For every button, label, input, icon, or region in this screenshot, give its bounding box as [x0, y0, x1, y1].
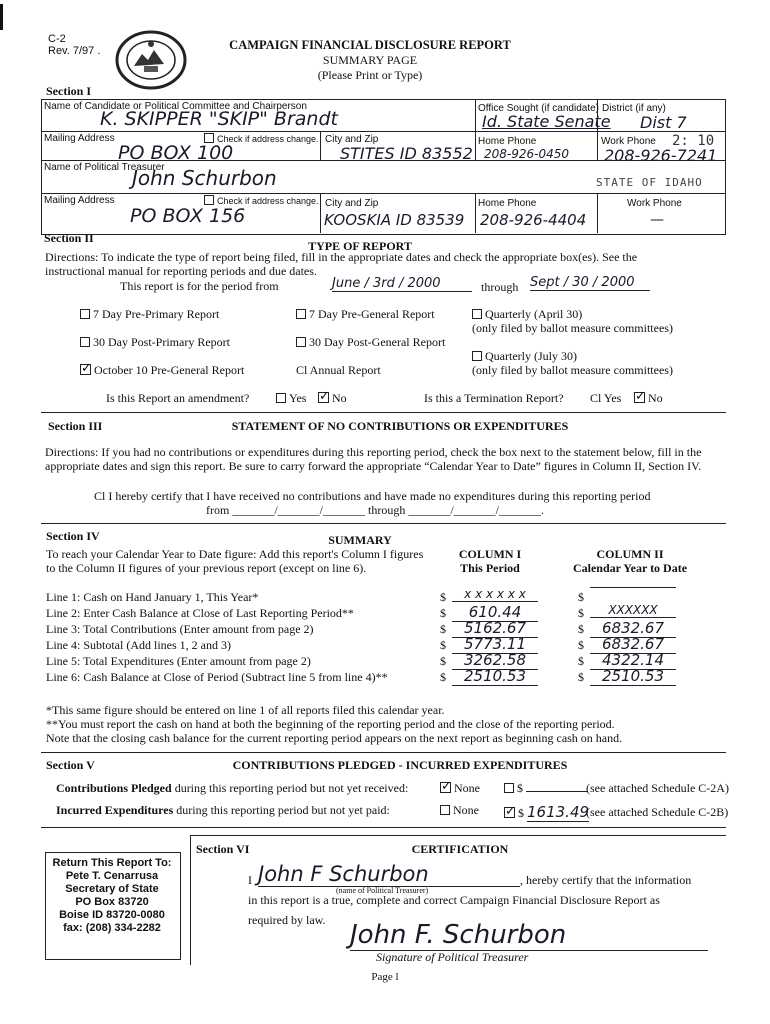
treasurer-field[interactable]: John Schurbon	[132, 166, 277, 190]
column1-value[interactable]: 5162.67	[452, 619, 538, 638]
report-instruction: (Please Print or Type)	[317, 68, 423, 82]
schedule-c2b: (see attached Schedule C-2B)	[586, 805, 729, 819]
treasurer-address-change-label: Check if address change.	[217, 196, 319, 206]
summary-line-label: Line 4: Subtotal (Add lines 1, 2 and 3)	[46, 638, 231, 652]
pledged-desc: during this reporting period but not yet received:	[174, 781, 409, 795]
option-30day-postprimary[interactable]	[80, 335, 230, 350]
section3-title: STATEMENT OF NO CONTRIBUTIONS OR EXPENDITURES	[231, 419, 569, 433]
column1-dollar: $	[440, 622, 446, 636]
column2-dollar: $	[578, 654, 584, 668]
option-quarterly-april-label: Quarterly (April 30)	[485, 307, 583, 321]
column2-value[interactable]: 2510.53	[590, 667, 676, 686]
treasurer-work-phone-label: Work Phone	[627, 198, 682, 209]
option-annual[interactable]: Cl Annual Report	[296, 363, 381, 377]
column2-dollar: $	[578, 638, 584, 652]
city-field[interactable]: STITES ID 83552	[340, 144, 473, 163]
return-address	[45, 857, 179, 935]
incurred-label: Incurred Expenditures	[56, 803, 174, 817]
state-seal	[114, 30, 188, 90]
column2-value[interactable]: 4322.14	[590, 651, 676, 670]
option-7day-preprimary[interactable]	[80, 307, 219, 322]
candidate-field[interactable]: K. SKIPPER "SKIP" Brandt	[100, 108, 338, 130]
amendment-no[interactable]	[318, 391, 347, 406]
treasurer-name-caption: (name of Political Treasurer)	[336, 886, 429, 895]
pledged-amount-field[interactable]	[526, 791, 588, 792]
office-label: Office Sought (if candidate)	[478, 103, 599, 114]
period-prefix: This report is for the period from	[120, 279, 279, 293]
termination-yes[interactable]: Cl Yes	[590, 391, 622, 405]
option-quarterly-july-label: Quarterly (July 30)	[485, 349, 577, 363]
office-field[interactable]: Id. State Senate	[482, 112, 611, 131]
report-title: CAMPAIGN FINANCIAL DISCLOSURE REPORT	[229, 38, 511, 52]
column2-value[interactable]	[590, 587, 676, 588]
treasurer-home-phone-label: Home Phone	[478, 198, 537, 209]
form-code: C-2	[48, 33, 66, 45]
signature-caption: Signature of Political Treasurer	[376, 950, 529, 964]
candidate-label: Name of Candidate or Political Committee and Chairperson	[44, 101, 307, 112]
period-through-label: through	[481, 280, 519, 294]
column1-dollar: $	[440, 606, 446, 620]
column1-value[interactable]: 2510.53	[452, 667, 538, 686]
treasurer-mailing-field[interactable]: PO BOX 156	[130, 205, 246, 227]
amendment-yes-label: Yes	[289, 391, 307, 405]
state-stamp: STATE OF IDAHO	[596, 176, 703, 189]
column2-dollar: $	[578, 590, 584, 604]
column1-title: COLUMN I	[458, 547, 522, 561]
treasurer-city-field[interactable]: KOOSKIA ID 83539	[324, 211, 465, 229]
summary-line-label: Line 5: Total Expenditures (Enter amount from page 2)	[46, 654, 311, 668]
incurred-none-checkbox[interactable]	[440, 803, 479, 818]
summary-line-label: Line 2: Enter Cash Balance at Close of Last Reporting Period**	[46, 606, 354, 620]
certify-rest: , hereby certify that the information	[520, 873, 692, 887]
summary-line-label: Line 3: Total Contributions (Enter amount from page 2)	[46, 622, 314, 636]
district-label: District (if any)	[602, 103, 666, 114]
section2-title: TYPE OF REPORT	[308, 239, 412, 253]
column2-title: COLUMN II	[596, 547, 664, 561]
pledged-row	[56, 781, 408, 796]
amendment-question: Is this Report an amendment?	[106, 391, 250, 405]
return-line-6: fax: (208) 334-2282	[63, 922, 161, 934]
section1-heading: Section I	[46, 84, 91, 98]
amendment-no-label: No	[332, 391, 347, 405]
section4-instructions: To reach your Calendar Year to Date figure: Add this report's Column I figures to the Column II figures of your previous report (except on line 6).	[46, 547, 424, 575]
column2-dollar: $	[578, 670, 584, 684]
return-line-3: Secretary of State	[65, 883, 159, 895]
footnote-3: Note that the closing cash balance for the current reporting period appears on the next report as beginning cash on hand.	[46, 731, 623, 745]
home-phone-label: Home Phone	[478, 136, 537, 147]
incurred-row	[56, 803, 390, 818]
period-through-field[interactable]: Sept / 30 / 2000	[530, 275, 650, 291]
amendment-yes[interactable]	[276, 391, 306, 406]
column2-value[interactable]: 6832.67	[590, 619, 676, 638]
city-label: City and Zip	[325, 134, 379, 145]
no-activity-dates: from _______/_______/_______ through _______/_______/_______.	[206, 503, 544, 517]
option-30day-postgeneral-label: 30 Day Post-General Report	[309, 335, 446, 349]
termination-no-label: No	[648, 391, 663, 405]
footnote-1: *This same figure should be entered on line 1 of all reports filed this calendar year.	[46, 703, 445, 717]
treasurer-label: Name of Political Treasurer	[44, 162, 165, 173]
form-revision: Rev. 7/97 .	[48, 45, 101, 57]
treasurer-mailing-label: Mailing Address	[44, 195, 115, 206]
option-7day-pregeneral[interactable]	[296, 307, 435, 322]
section6-title: CERTIFICATION	[411, 842, 509, 856]
return-line-2: Pete T. Cenarrusa	[65, 870, 159, 882]
termination-no[interactable]	[634, 391, 663, 406]
column1-subtitle: This Period	[460, 561, 520, 575]
summary-line-label: Line 1: Cash on Hand January 1, This Year*	[46, 590, 259, 604]
page-number: Page l	[371, 971, 399, 983]
section2-directions: Directions: To indicate the type of report being filed, fill in the appropriate dates and check the appropriate box(es). See the instructional manual for reporting periods and due dates.	[45, 250, 638, 278]
section6-heading: Section VI	[196, 842, 250, 856]
option-30day-postprimary-label: 30 Day Post-Primary Report	[93, 335, 230, 349]
mailing-label: Mailing Address	[44, 133, 115, 144]
section4-heading: Section IV	[46, 529, 100, 543]
treasurer-city-label: City and Zip	[325, 198, 379, 209]
incurred-none-label: None	[453, 803, 479, 817]
no-activity-certify[interactable]: Cl I hereby certify that I have received no contributions and have made no expenditures during this reporting period	[94, 489, 651, 503]
signature-field[interactable]: John F. Schurbon	[350, 920, 708, 951]
work-phone-field[interactable]: 208-926-7241	[604, 146, 718, 165]
certify-line-2: in this report is a true, complete and correct Campaign Financial Disclosure Report as	[248, 893, 660, 907]
option-quarterly-april[interactable]	[472, 307, 582, 322]
pledged-label: Contributions Pledged	[56, 781, 172, 795]
column1-dollar: $	[440, 638, 446, 652]
received-stamp: 2: 10	[672, 133, 715, 149]
section3-heading: Section III	[48, 419, 103, 433]
quarterly-april-note: (only filed by ballot measure committees)	[472, 321, 673, 335]
return-line-5: Boise ID 83720-0080	[59, 909, 165, 921]
schedule-c2a: (see attached Schedule C-2A)	[586, 781, 729, 795]
treasurer-home-phone-field[interactable]: 208-926-4404	[480, 211, 587, 229]
column1-dollar: $	[440, 590, 446, 604]
pledged-amount-checkbox[interactable]: $	[504, 781, 588, 796]
column2-dollar: $	[578, 606, 584, 620]
column2-subtitle: Calendar Year to Date	[572, 561, 688, 575]
treasurer-name-field[interactable]: John F Schurbon	[258, 862, 520, 887]
incurred-amount-checkbox[interactable]: ✓ $ 1613.49	[504, 803, 589, 822]
option-30day-postgeneral[interactable]	[296, 335, 445, 350]
section2-heading: Section II	[44, 231, 94, 245]
summary-line-label: Line 6: Cash Balance at Close of Period (Subtract line 5 from line 4)**	[46, 670, 388, 684]
column2-value[interactable]: XXXXXX	[590, 603, 676, 618]
option-7day-pregeneral-label: 7 Day Pre-General Report	[309, 307, 435, 321]
column1-dollar: $	[440, 670, 446, 684]
pledged-none-label: None	[454, 781, 480, 795]
section5-title: CONTRIBUTIONS PLEDGED - INCURRED EXPENDITURES	[232, 758, 568, 772]
treasurer-work-phone-field[interactable]: —	[650, 212, 664, 228]
district-field[interactable]: Dist 7	[640, 113, 687, 132]
certify-i: I	[248, 873, 252, 887]
column1-value[interactable]: x x x x x x	[452, 587, 538, 602]
mailing-field[interactable]: PO BOX 100	[118, 142, 234, 164]
column1-value[interactable]: 3262.58	[452, 651, 538, 670]
quarterly-july-note: (only filed by ballot measure committees)	[472, 363, 673, 377]
option-oct10-label: October 10 Pre-General Report	[94, 363, 245, 377]
column1-value[interactable]: 5773.11	[452, 635, 538, 654]
footnote-2: **You must report the cash on hand at both the beginning of the reporting period and the close of the reporting period.	[46, 717, 615, 731]
termination-question: Is this a Termination Report?	[424, 391, 564, 405]
section5-heading: Section V	[46, 758, 95, 772]
return-line-1: Return This Report To:	[52, 857, 172, 869]
margin-mark	[0, 4, 3, 30]
option-quarterly-july[interactable]	[472, 349, 577, 364]
incurred-desc: during this reporting period but not yet paid:	[176, 803, 390, 817]
column2-dollar: $	[578, 622, 584, 636]
certify-line-3: required by law.	[248, 913, 326, 927]
return-line-4: PO Box 83720	[75, 896, 149, 908]
section3-directions: Directions: If you had no contributions or expenditures during this reporting period, check the box next to the statement below, fill in the appropriate dates and sign this report. Be sure to carry forward the appropriate “Calendar Year to Date” figures in Column II, Section IV.	[45, 445, 702, 473]
column1-value[interactable]: 610.44	[452, 603, 538, 622]
column2-value[interactable]: 6832.67	[590, 635, 676, 654]
work-phone-label: Work Phone	[601, 136, 656, 147]
column1-dollar: $	[440, 654, 446, 668]
period-from-field[interactable]: June / 3rd / 2000	[332, 276, 472, 292]
section4-title: SUMMARY	[328, 533, 392, 547]
report-subtitle: SUMMARY PAGE	[322, 53, 418, 67]
option-7day-preprimary-label: 7 Day Pre-Primary Report	[93, 307, 220, 321]
home-phone-field[interactable]: 208-926-0450	[484, 147, 570, 161]
incurred-amount-field[interactable]: 1613.49	[527, 803, 590, 821]
option-oct10-pregeneral[interactable]	[80, 363, 244, 378]
pledged-none-checkbox[interactable]	[440, 781, 480, 796]
address-change-label: Check if address change.	[217, 134, 319, 144]
